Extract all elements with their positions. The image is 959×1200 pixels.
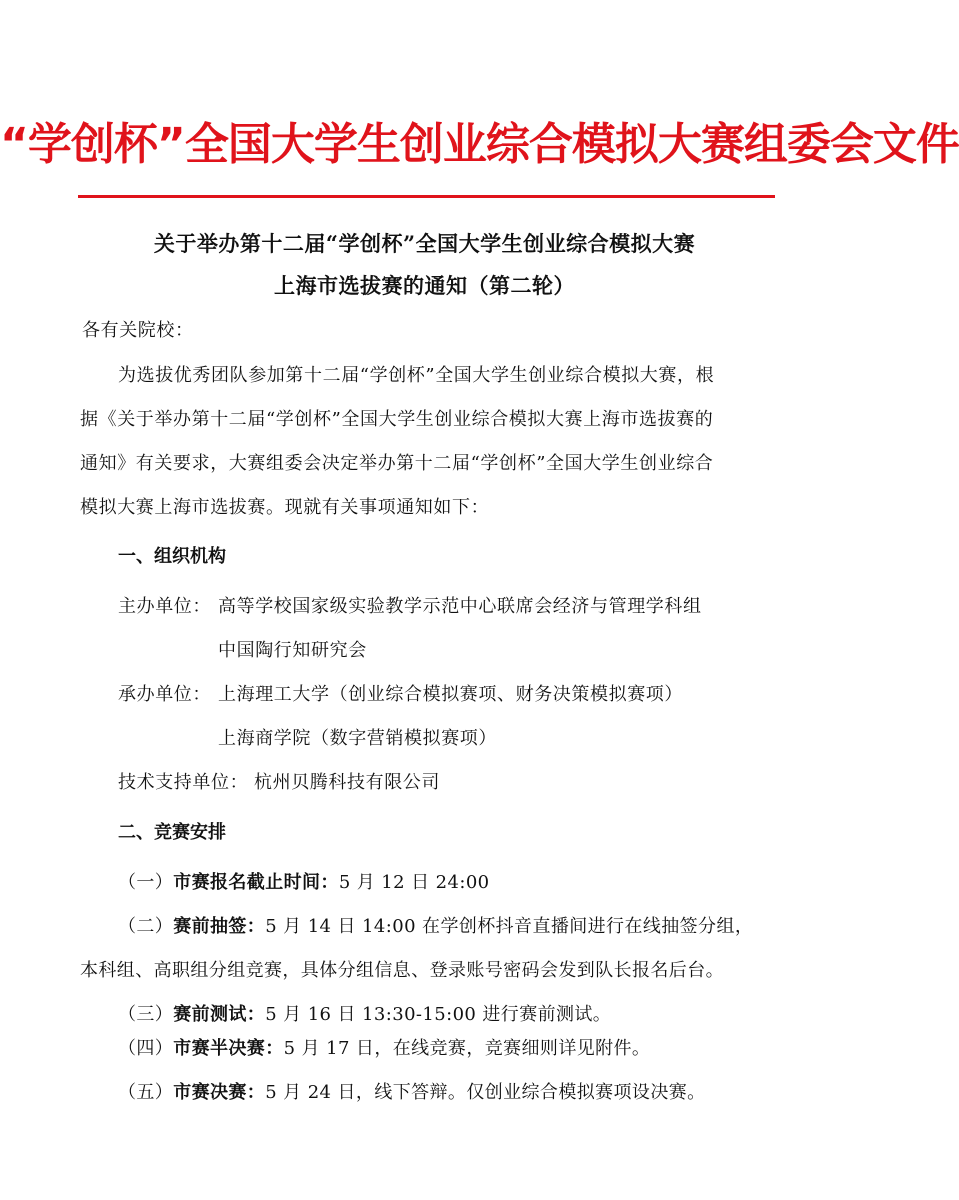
section1-heading: 一、组织机构 [118,546,226,567]
schedule-item [118,912,753,938]
tech-support-unit: 杭州贝腾科技有限公司 [254,772,440,793]
organizer-label: 承办单位： [118,684,211,705]
document-title-line2: 上海市选拔赛的通知（第二轮） [274,273,575,298]
schedule-item-text: 5 月 16 日 13:30-15:00 进行赛前测试。 [265,1004,612,1025]
schedule-item-continuation: 本科组、高职组分组竞赛，具体分组信息、登录账号密码会发到队长报名后台。 [80,960,724,981]
schedule-item-text: 5 月 12 日 24:00 [338,872,490,893]
host-unit-1: 高等学校国家级实验教学示范中心联席会经济与管理学科组 [218,596,702,617]
schedule-item-label: 赛前抽签： [173,916,266,937]
section2-heading: 二、竞赛安排 [118,822,226,843]
intro-line-1: 为选拔优秀团队参加第十二届“学创杯”全国大学生创业综合模拟大赛，根 [118,365,715,386]
schedule-item-text: 5 月 14 日 14:00 在学创杯抖音直播间进行在线抽签分组， [265,916,754,937]
schedule-item-number: （一） [118,872,174,893]
schedule-item [118,868,490,894]
schedule-item-number: （二） [118,916,174,937]
schedule-item-number: （四） [118,1038,174,1059]
schedule-item [118,1000,611,1026]
salutation: 各有关院校： [82,320,194,341]
document-banner: “学创杯”全国大学生创业综合模拟大赛组委会文件 [0,119,959,170]
schedule-item-label: 市赛决赛： [173,1082,266,1103]
schedule-item-number: （五） [118,1082,174,1103]
intro-line-4: 模拟大赛上海市选拔赛。现就有关事项通知如下： [80,497,490,518]
schedule-item [118,1034,650,1060]
host-unit-2: 中国陶行知研究会 [218,640,367,661]
schedule-item-text: 5 月 24 日，线下答辩。仅创业综合模拟赛项设决赛。 [265,1082,706,1103]
organizer-unit-1: 上海理工大学（创业综合模拟赛项、财务决策模拟赛项） [218,684,683,705]
document-title-line1: 关于举办第十二届“学创杯”全国大学生创业综合模拟大赛 [153,231,696,256]
intro-line-3: 通知》有关要求，大赛组委会决定举办第十二届“学创杯”全国大学生创业综合 [80,453,714,474]
organizer-unit-2: 上海商学院（数字营销模拟赛项） [218,728,497,749]
schedule-item-label: 市赛报名截止时间： [173,872,339,893]
intro-line-2: 据《关于举办第十二届“学创杯”全国大学生创业综合模拟大赛上海市选拔赛的 [80,409,714,430]
schedule-item-label: 赛前测试： [173,1004,266,1025]
host-label: 主办单位： [118,596,211,617]
schedule-item-text: 5 月 17 日，在线竞赛，竞赛细则详见附件。 [283,1038,651,1059]
schedule-item [118,1078,706,1104]
banner-divider [78,195,775,198]
schedule-item-label: 市赛半决赛： [173,1038,284,1059]
schedule-item-number: （三） [118,1004,174,1025]
tech-support-label: 技术支持单位： [118,772,249,793]
